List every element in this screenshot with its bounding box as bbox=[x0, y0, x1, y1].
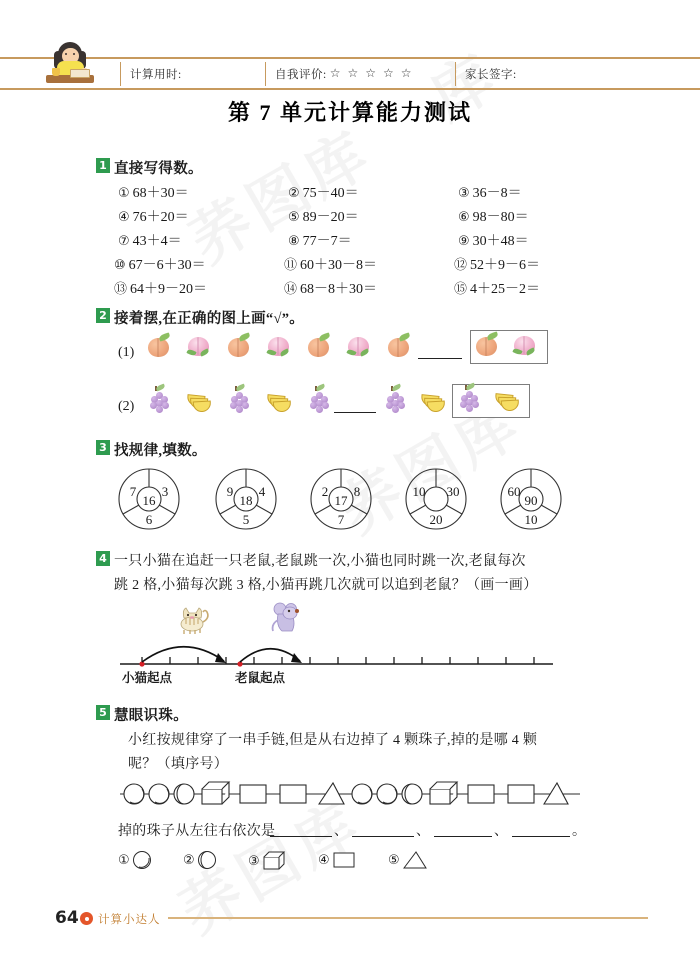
wheel-3-left: 2 bbox=[321, 484, 329, 499]
question-number-3: 3 bbox=[96, 440, 110, 455]
parent-signature-label: 家长签字: bbox=[465, 68, 517, 81]
legend-num-3: ③ bbox=[248, 853, 260, 869]
answer-sep-3: 、 bbox=[494, 824, 509, 839]
calc-time-label: 计算用时: bbox=[130, 68, 182, 81]
bead-answer-blank-4[interactable] bbox=[512, 836, 570, 837]
option-grape bbox=[456, 387, 482, 411]
wheel-1-center: 16 bbox=[142, 493, 156, 508]
option-banana bbox=[494, 387, 520, 411]
problem-10[interactable]: ⑩ 67－6＋30＝ bbox=[114, 258, 206, 273]
problem-1[interactable]: ① 68＋30＝ bbox=[118, 186, 189, 201]
grape-3 bbox=[306, 388, 332, 412]
banana-3 bbox=[420, 388, 446, 412]
cat-start-label: 小猫起点 bbox=[122, 671, 173, 685]
question-4-line2: 跳 2 格,小猫每次跳 3 格,小猫再跳几次就可以追到老鼠？（画一画） bbox=[114, 578, 538, 593]
legend-item-4 bbox=[318, 850, 356, 870]
problem-14[interactable]: ⑭ 68－8＋30＝ bbox=[284, 282, 378, 297]
brand-dot-icon bbox=[80, 912, 93, 925]
peach-orange-4 bbox=[386, 334, 412, 358]
student-illustration bbox=[44, 42, 96, 88]
self-eval-label: 自我评价: bbox=[275, 68, 327, 81]
wheel-2-left: 9 bbox=[226, 484, 234, 499]
grape-2 bbox=[226, 388, 252, 412]
question-3-title: 找规律,填数。 bbox=[114, 443, 207, 459]
question-4-line1: 一只小猫在追赶一只老鼠,老鼠跳一次,小猫也同时跳一次,老鼠每次 bbox=[114, 554, 526, 569]
wheel-3-center: 17 bbox=[334, 493, 348, 508]
legend-num-5: ⑤ bbox=[388, 852, 400, 868]
wheel-2-bottom: 5 bbox=[242, 512, 250, 527]
legend-item-1 bbox=[118, 850, 152, 870]
problem-13[interactable]: ⑬ 64＋9－20＝ bbox=[114, 282, 208, 297]
wheel-5-left: 60 bbox=[507, 484, 521, 499]
legend-num-1: ① bbox=[118, 852, 130, 868]
problem-8[interactable]: ⑧ 77－7＝ bbox=[288, 234, 352, 249]
problem-12[interactable]: ⑫ 52＋9－6＝ bbox=[454, 258, 541, 273]
wheel-5-bottom: 10 bbox=[524, 512, 538, 527]
row-label-2: (2) bbox=[118, 399, 135, 414]
wheel-1-right: 3 bbox=[161, 484, 169, 499]
peach-orange-3 bbox=[306, 334, 332, 358]
question-5-title: 慧眼识珠。 bbox=[114, 708, 188, 724]
peach-orange-2 bbox=[226, 334, 252, 358]
problem-3[interactable]: ③ 36－8＝ bbox=[458, 186, 522, 201]
problem-6[interactable]: ⑥ 98－80＝ bbox=[458, 210, 529, 225]
problem-2[interactable]: ② 75－40＝ bbox=[288, 186, 359, 201]
grape-1 bbox=[146, 388, 172, 412]
wheel-4-left: 10 bbox=[412, 484, 426, 499]
header-divider bbox=[455, 62, 456, 86]
number-line-diagram bbox=[110, 640, 560, 677]
answer-sep-1: 、 bbox=[334, 824, 349, 839]
cat-illustration bbox=[174, 604, 212, 638]
wheel-2-right: 4 bbox=[258, 484, 266, 499]
legend-item-2 bbox=[183, 850, 217, 870]
wheel-3-right: 8 bbox=[353, 484, 361, 499]
answer-prefix: 掉的珠子从左往右依次是 bbox=[118, 824, 276, 839]
answer-blank-row2[interactable] bbox=[334, 412, 376, 413]
problem-11[interactable]: ⑪ 60＋30－8＝ bbox=[284, 258, 378, 273]
triangle-icon bbox=[402, 850, 428, 870]
bead-answer-blank-2[interactable] bbox=[352, 836, 414, 837]
page-title: 第 7 单元计算能力测试 bbox=[227, 100, 472, 125]
worksheet-header bbox=[0, 57, 700, 89]
star-rating[interactable]: ☆ ☆ ☆ ☆ ☆ bbox=[329, 66, 414, 80]
option-peach-orange bbox=[474, 333, 500, 357]
problem-9[interactable]: ⑨ 30＋48＝ bbox=[458, 234, 529, 249]
cube-icon bbox=[262, 850, 288, 872]
peach-pink-3 bbox=[346, 334, 372, 358]
sphere-a-icon bbox=[132, 850, 152, 870]
wheel-5-center: 90 bbox=[524, 493, 538, 508]
wheel-4-right: 30 bbox=[446, 484, 460, 499]
answer-suffix: 。 bbox=[572, 824, 587, 839]
header-rule-bottom bbox=[0, 88, 700, 90]
self-eval-cell bbox=[275, 59, 414, 88]
wheel-1-bottom: 6 bbox=[145, 512, 153, 527]
legend-item-3 bbox=[248, 850, 288, 872]
wheel-3-bottom: 7 bbox=[337, 512, 345, 527]
brand-label: 计算小达人 bbox=[98, 914, 161, 926]
legend-num-2: ② bbox=[183, 852, 195, 868]
grape-4 bbox=[382, 388, 408, 412]
bead-chain bbox=[120, 772, 580, 819]
page-number: 64 bbox=[55, 908, 79, 928]
mouse-illustration bbox=[270, 600, 302, 636]
peach-orange-1 bbox=[146, 334, 172, 358]
bead-answer-blank-3[interactable] bbox=[434, 836, 492, 837]
mouse-start-label: 老鼠起点 bbox=[235, 671, 286, 685]
problem-4[interactable]: ④ 76＋20＝ bbox=[118, 210, 189, 225]
answer-blank-row1[interactable] bbox=[418, 358, 462, 359]
problem-5[interactable]: ⑤ 89－20＝ bbox=[288, 210, 359, 225]
banana-1 bbox=[186, 388, 212, 412]
problem-7[interactable]: ⑦ 43＋4＝ bbox=[118, 234, 182, 249]
wheel-1-left: 7 bbox=[129, 484, 137, 499]
peach-pink-2 bbox=[266, 334, 292, 358]
question-number-4: 4 bbox=[96, 551, 110, 566]
question-5-line2: 呢？（填序号） bbox=[128, 757, 229, 772]
wheel-4-bottom: 20 bbox=[429, 512, 443, 527]
peach-pink-1 bbox=[186, 334, 212, 358]
footer-rule bbox=[168, 917, 648, 919]
question-number-1: 1 bbox=[96, 158, 110, 173]
header-divider bbox=[265, 62, 266, 86]
option-peach-pink bbox=[512, 333, 538, 357]
legend-num-4: ④ bbox=[318, 852, 330, 868]
question-number-2: 2 bbox=[96, 308, 110, 323]
wheel-2-center: 18 bbox=[239, 493, 253, 508]
question-2-title: 接着摆,在正确的图上画“√”。 bbox=[114, 311, 305, 327]
banana-2 bbox=[266, 388, 292, 412]
row-label-1: (1) bbox=[118, 345, 135, 360]
answer-sep-2: 、 bbox=[416, 824, 431, 839]
problem-15[interactable]: ⑮ 4＋25－2＝ bbox=[454, 282, 541, 297]
square-icon bbox=[332, 850, 356, 870]
question-5-line1: 小红按规律穿了一串手链,但是从右边掉了 4 颗珠子,掉的是哪 4 颗 bbox=[128, 733, 538, 748]
question-1-title: 直接写得数。 bbox=[114, 161, 203, 177]
sphere-b-icon bbox=[197, 850, 217, 870]
header-divider bbox=[120, 62, 121, 86]
bead-answer-blank-1[interactable] bbox=[270, 836, 332, 837]
legend-item-5 bbox=[388, 850, 428, 870]
question-number-5: 5 bbox=[96, 705, 110, 720]
